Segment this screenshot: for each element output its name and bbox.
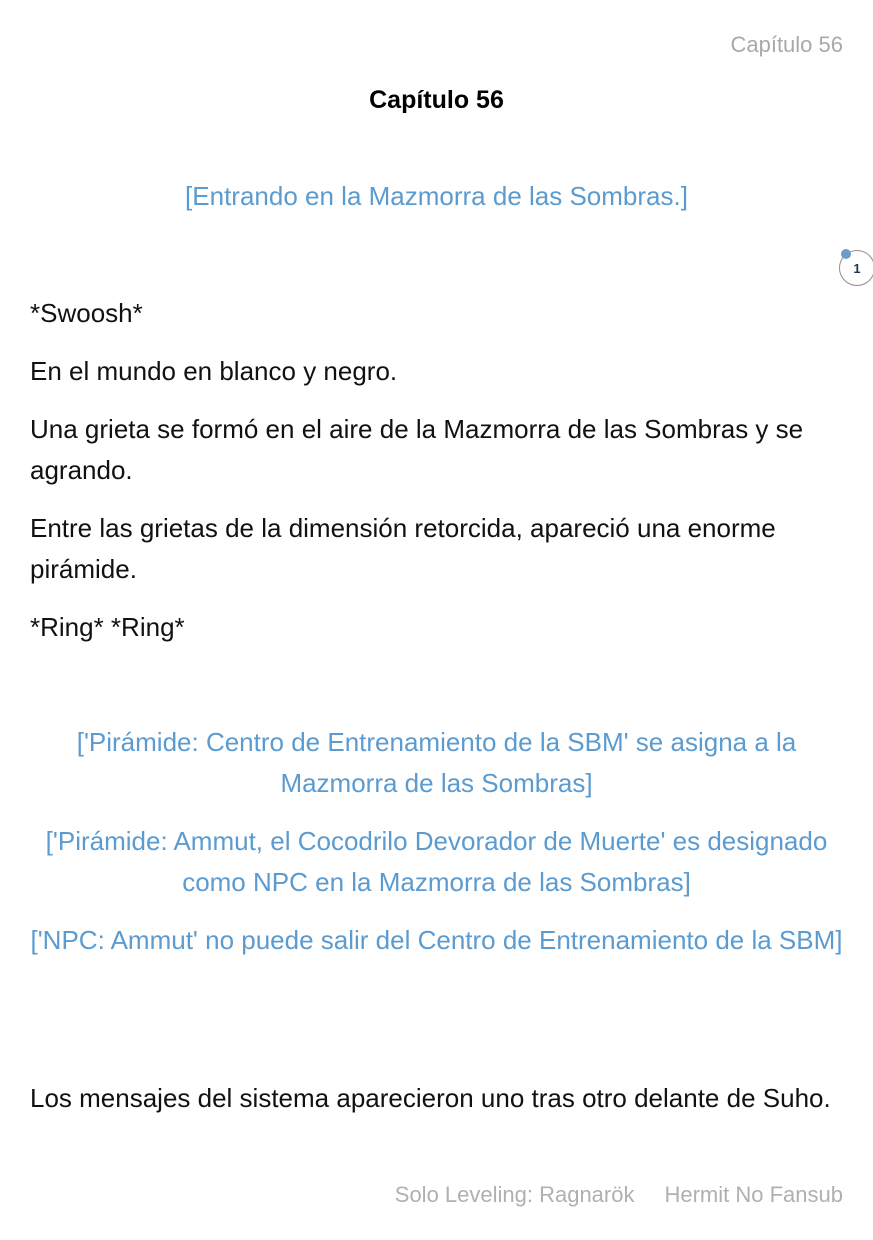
paragraph: Los mensajes del sistema aparecieron uno tras otro delante de Suho. bbox=[30, 1083, 831, 1113]
header-chapter-label: Capítulo 56 bbox=[730, 32, 843, 57]
paragraph: *Ring* *Ring* bbox=[30, 612, 185, 642]
paragraph: En el mundo en blanco y negro. bbox=[30, 356, 398, 386]
paragraph-block-1 bbox=[30, 293, 848, 665]
paragraph-block-2 bbox=[30, 1078, 848, 1136]
footer-book-title: Solo Leveling: Ragnarök bbox=[394, 1182, 635, 1207]
paragraph: Entre las grietas de la dimensión retorcida, apareció una enorme pirámide. bbox=[30, 513, 776, 584]
chapter-title: Capítulo 56 bbox=[369, 86, 504, 114]
footer bbox=[395, 1182, 843, 1208]
comment-count: 1 bbox=[853, 260, 861, 276]
system-message: ['NPC: Ammut' no puede salir del Centro de Entrenamiento de la SBM] bbox=[30, 925, 843, 955]
system-message: ['Pirámide: Centro de Entrenamiento de la SBM' se asigna a la Mazmorra de las Sombras] bbox=[76, 727, 797, 798]
paragraph: *Swoosh* bbox=[30, 298, 143, 328]
system-messages bbox=[30, 722, 843, 978]
system-message: ['Pirámide: Ammut, el Cocodrilo Devorador de Muerte' es designado como NPC en la Mazmorra de las Sombras] bbox=[45, 826, 828, 897]
paragraph: Una grieta se formó en el aire de la Mazmorra de las Sombras y se agrando. bbox=[30, 414, 804, 485]
comment-bubble-icon bbox=[841, 249, 851, 259]
footer-translator: Hermit No Fansub bbox=[664, 1182, 843, 1207]
intro-system-message: [Entrando en la Mazmorra de las Sombras.] bbox=[185, 181, 688, 211]
